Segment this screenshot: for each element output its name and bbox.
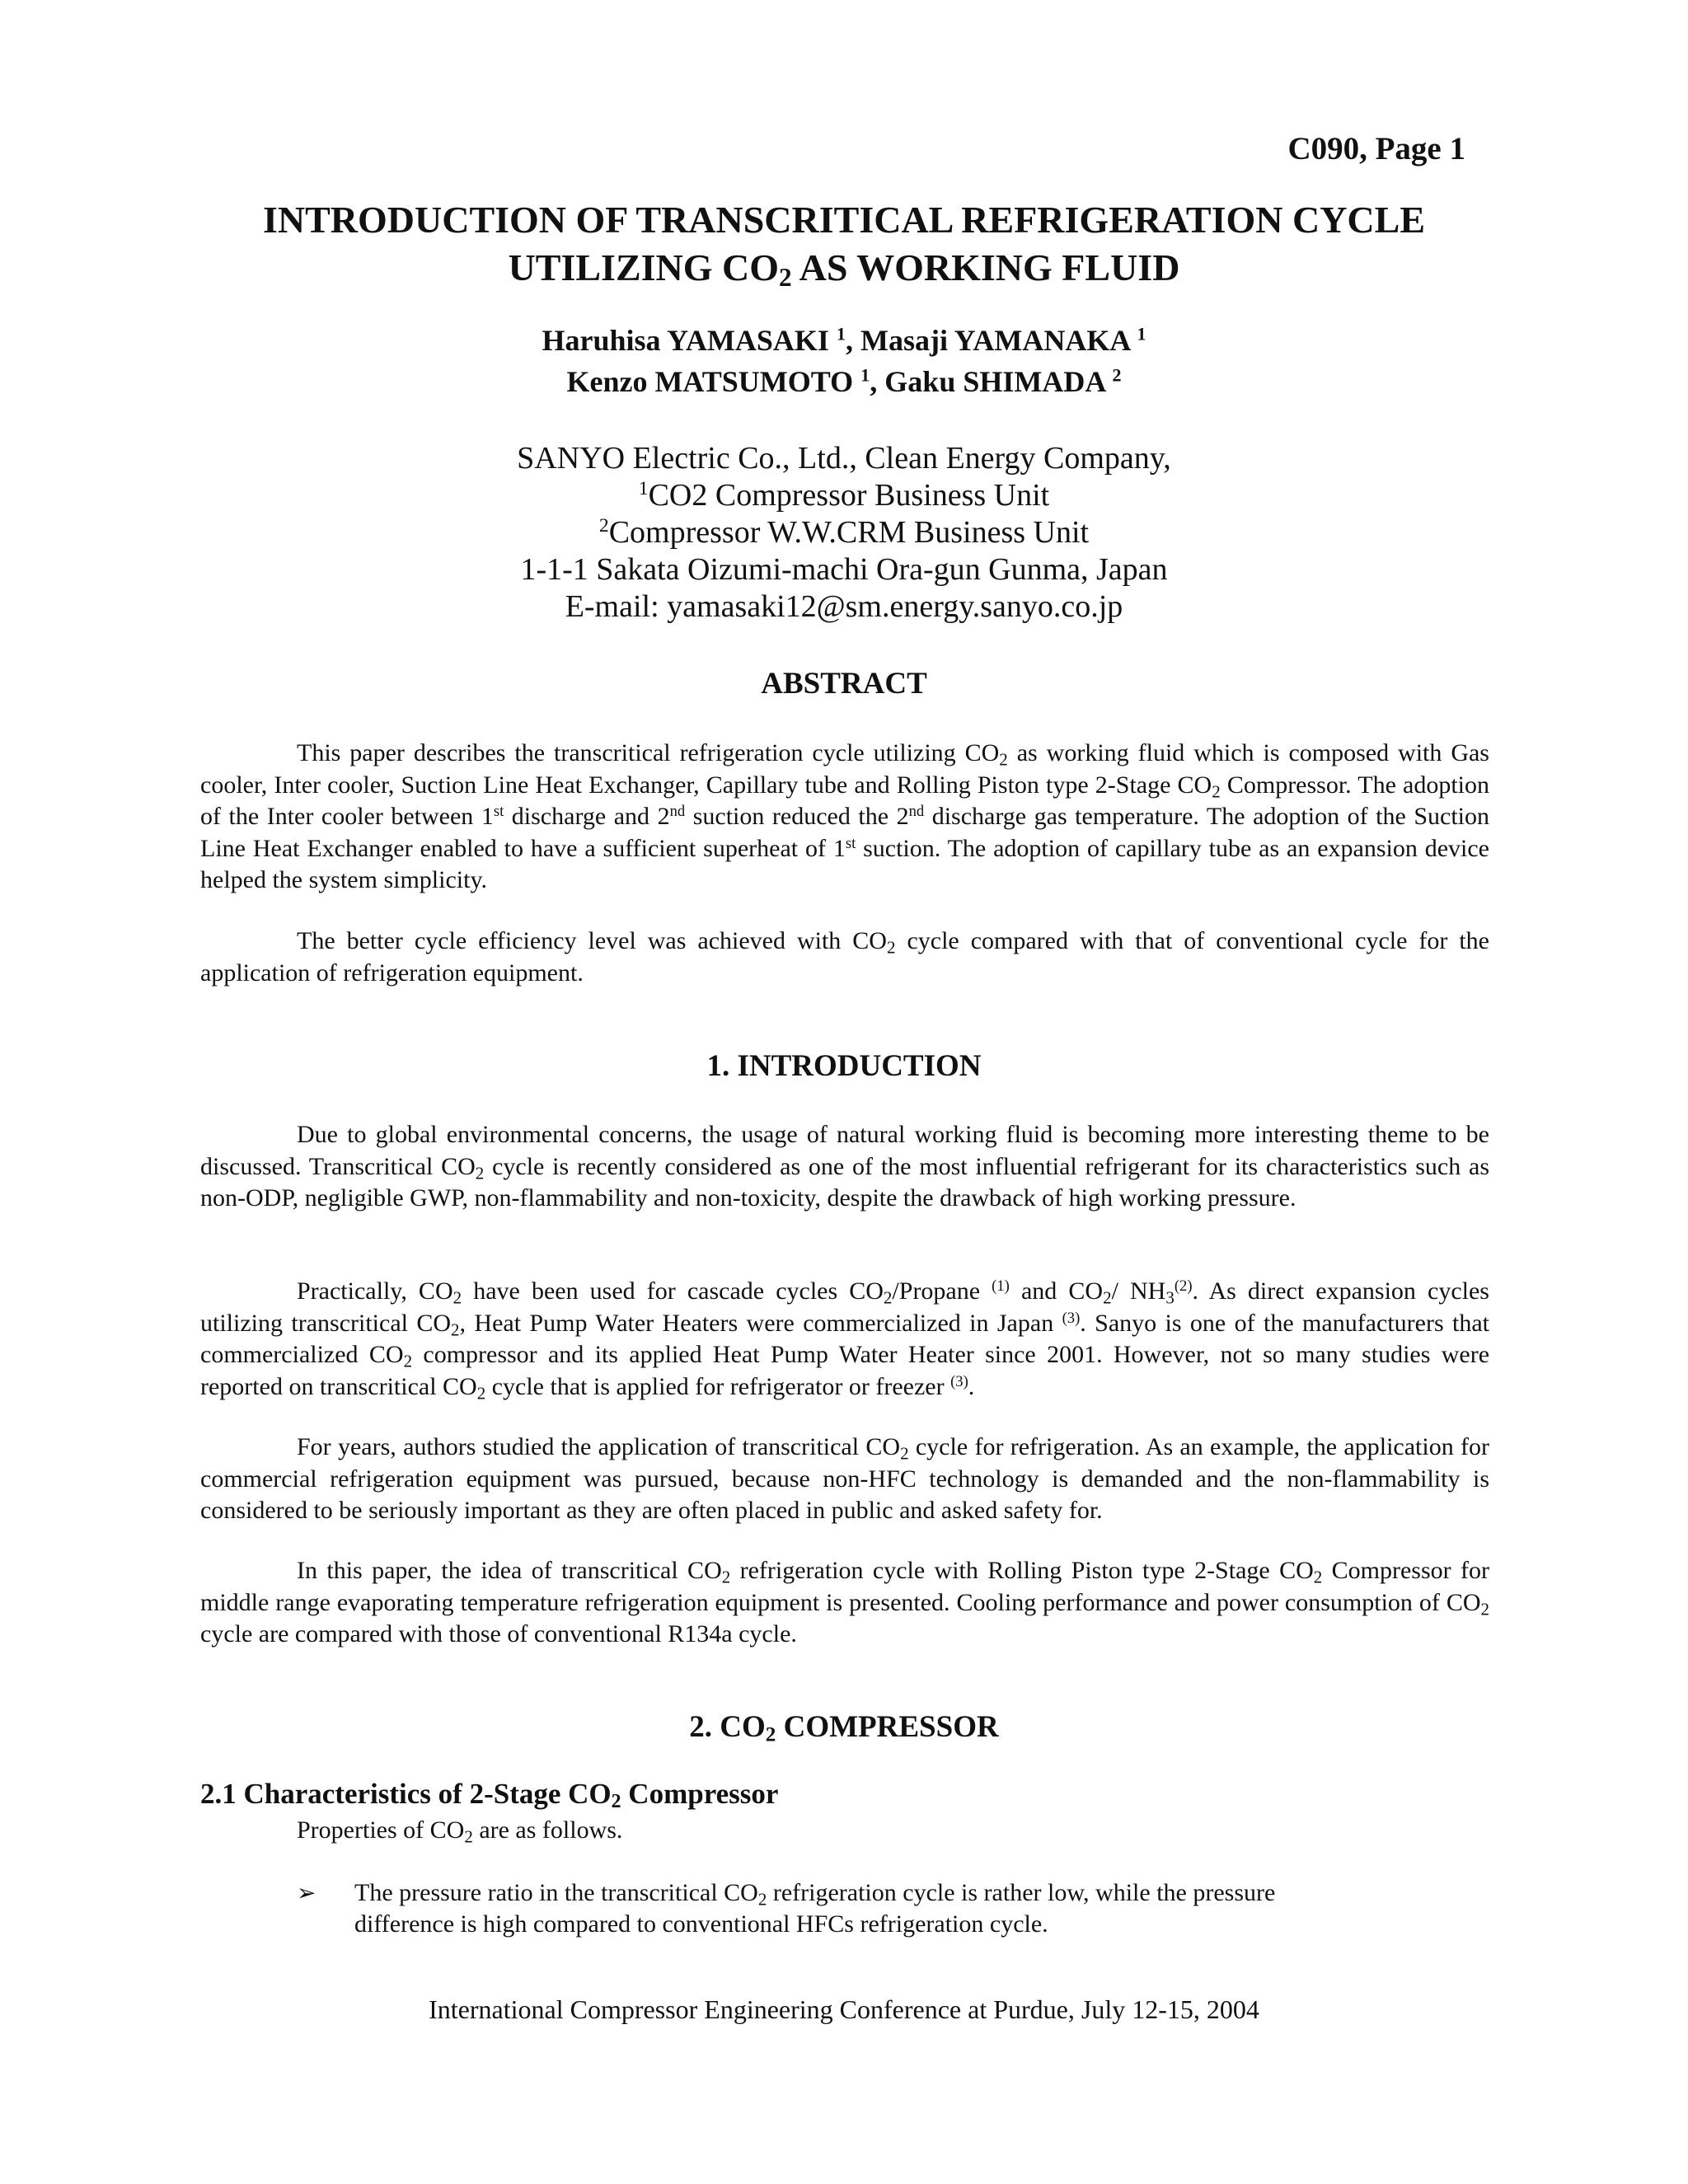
subsection-heading: 2.1 Characteristics of 2-Stage CO2 Compressor (200, 1778, 779, 1813)
arrow-bullet-icon: ➢ (297, 1881, 316, 1906)
introduction-paragraph-3: For years, authors studied the application of transcritical $CO_2$ cycle for refrigeration. As an example, the application for commercial refrigeration equipment was pursued, because non-HFC technology is demanded and the non-flammability is considered to be seriously important as they are often placed in public and asked safety for. (200, 1433, 1489, 1524)
affiliation-address: 1-1-1 Sakata Oizumi-machi Ora-gun Gunma, Japan (520, 552, 1168, 587)
abstract-heading: ABSTRACT (761, 667, 927, 701)
affiliation-company: SANYO Electric Co., Ltd., Clean Energy Company, (517, 441, 1171, 476)
author-line-2: Kenzo MATSUMOTO $^1$, Gaku SHIMADA $^2$ (566, 364, 1122, 398)
author-line-1: Haruhisa YAMASAKI $^1$, Masaji YAMANAKA $^1$ (542, 323, 1146, 357)
affiliation-unit-2: $^2$Compressor W.W.CRM Business Unit (598, 515, 1090, 550)
title-line-2: UTILIZING CO2 AS WORKING FLUID (508, 246, 1180, 292)
title-line-1: INTRODUCTION OF TRANSCRITICAL REFRIGERATION CYCLE (262, 199, 1426, 241)
abstract-paragraph-2: The better cycle efficiency level was achieved with $CO_2$ cycle compared with that of conventional cycle for the application of refrigeration equipment. (200, 927, 1489, 987)
bullet-item: The pressure ratio in the transcritical $CO_2$ refrigeration cycle is rather low, while the pressure difference is high compared to conventional HFCs refrigeration cycle. (354, 1879, 1276, 1938)
page-identifier: C090, Page 1 (1287, 131, 1465, 166)
affiliation-block (165, 440, 1523, 626)
introduction-paragraph-2: Practically, $CO_2$ have been used for cascade cycles $CO_2$/Propane $^{(1)}$ and $CO_2/$ $NH_3^{(2)}$. As direct expansion cycles utilizing transcritical $CO_2$, Heat Pump Water Heaters were commercialized in Japan $^{(3)}$. Sanyo is one of the manufacturers that commercialized $CO_2$ compressor and its applied Heat Pump Water Heater since 2001. However, not so many studies were reported on transcritical $CO_2$ cycle that is applied for refrigerator or freezer $^{(3)}$. (200, 1277, 1490, 1403)
introduction-paragraph-4: In this paper, the idea of transcritical $CO_2$ refrigeration cycle with Rolling Piston type 2-Stage $CO_2$ Compressor for middle range evaporating temperature refrigeration equipment is presented. Cooling performance and power consumption of $CO_2$ cycle are compared with those of conventional R134a cycle. (200, 1557, 1489, 1647)
page-footer: International Compressor Engineering Conference at Purdue, July 12-15, 2004 (429, 1994, 1259, 2024)
introduction-paragraph-1: Due to global environmental concerns, the usage of natural working fluid is becoming more interesting theme to be discussed. Transcritical $CO_2$ cycle is recently considered as one of the most influential refrigerant for its characteristics such as non-ODP, negligible GWP, non-flammability and non-toxicity, despite the drawback of high working pressure. (200, 1121, 1489, 1212)
introduction-heading: 1. INTRODUCTION (706, 1049, 982, 1083)
abstract-paragraph-1: This paper describes the transcritical refrigeration cycle utilizing $CO_2$ as working fluid which is composed with Gas cooler, Inter cooler, Suction Line Heat Exchanger, Capillary tube and Rolling Piston type 2-Stage $CO_2$ Compressor. The adoption of the Inter cooler between 1st discharge and 2nd suction reduced the 2nd discharge gas temperature. The adoption of the Suction Line Heat Exchanger enabled to have a sufficient superheat of 1st suction. The adoption of capillary tube as an expansion device helped the system simplicity. (200, 739, 1490, 893)
compressor-heading: 2. CO2 COMPRESSOR (689, 1710, 999, 1746)
properties-intro: Properties of $CO_2$ are as follows. (297, 1816, 623, 1847)
affiliation-email: E-mail: yamasaki12@sm.energy.sanyo.co.jp (565, 589, 1123, 624)
author-list (165, 320, 1523, 402)
affiliation-unit-1: $^1$CO2 Compressor Business Unit (638, 478, 1050, 513)
paper-title (165, 196, 1523, 292)
